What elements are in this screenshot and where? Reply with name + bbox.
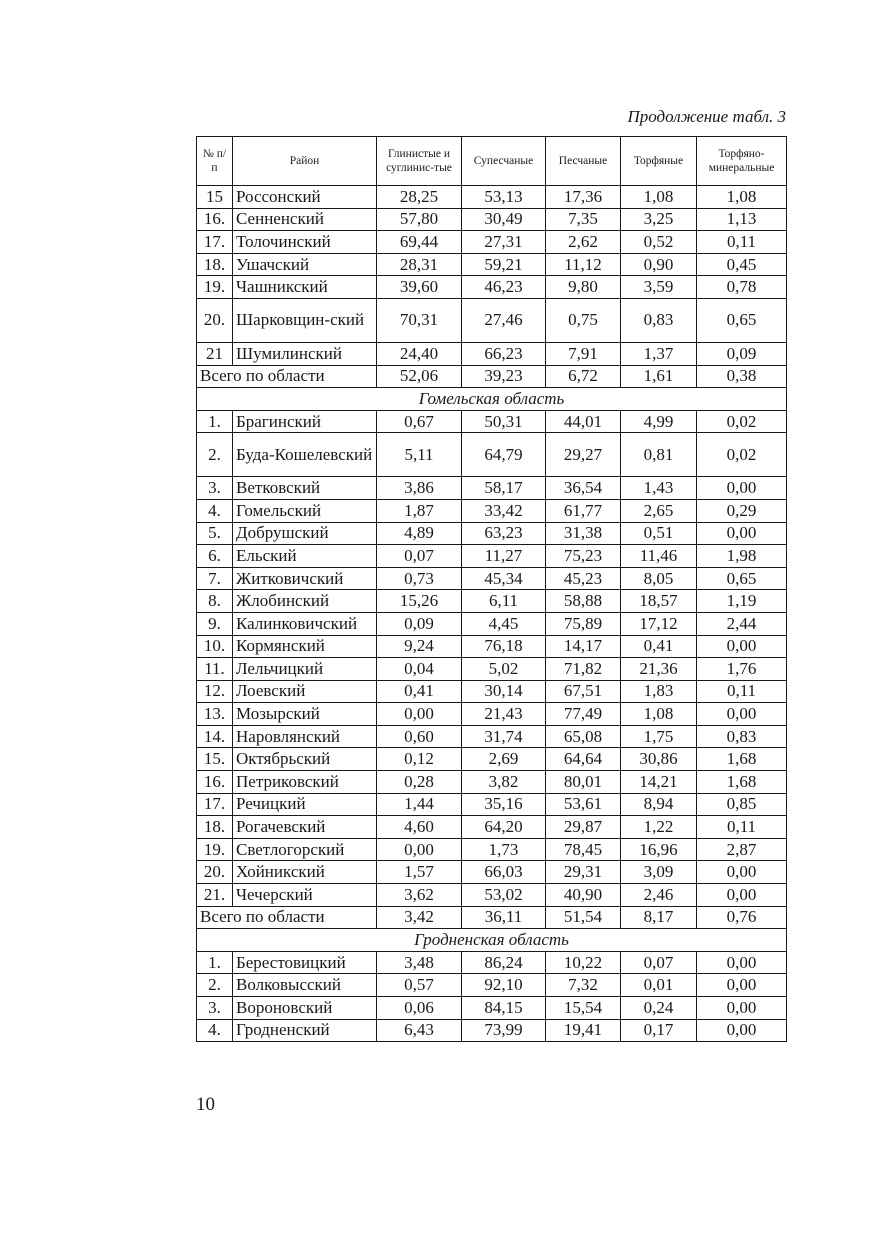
value-peat-mineral: 0,00 bbox=[697, 884, 787, 907]
table-row bbox=[197, 997, 787, 1020]
value-clay: 70,31 bbox=[377, 298, 462, 342]
value-sandy-loam: 84,15 bbox=[462, 997, 546, 1020]
table-row bbox=[197, 567, 787, 590]
district-name: Ельский bbox=[233, 545, 377, 568]
value-peat: 21,36 bbox=[621, 658, 697, 681]
value-sandy: 29,31 bbox=[546, 861, 621, 884]
district-name: Добрушский bbox=[233, 522, 377, 545]
district-name: Гродненский bbox=[233, 1019, 377, 1042]
value-sandy: 36,54 bbox=[546, 477, 621, 500]
table-row bbox=[197, 861, 787, 884]
value-sandy-loam: 1,73 bbox=[462, 838, 546, 861]
row-number: 15. bbox=[197, 748, 233, 771]
value-clay: 28,25 bbox=[377, 186, 462, 209]
value-peat-mineral: 0,00 bbox=[697, 1019, 787, 1042]
value-peat: 0,83 bbox=[621, 298, 697, 342]
row-number: 16. bbox=[197, 208, 233, 231]
value-sandy: 67,51 bbox=[546, 680, 621, 703]
value-sandy: 44,01 bbox=[546, 410, 621, 433]
value-peat: 8,94 bbox=[621, 793, 697, 816]
table-row bbox=[197, 276, 787, 299]
value-clay: 0,67 bbox=[377, 410, 462, 433]
value-clay: 39,60 bbox=[377, 276, 462, 299]
row-number: 2. bbox=[197, 433, 233, 477]
value-peat: 0,17 bbox=[621, 1019, 697, 1042]
row-number: 14. bbox=[197, 725, 233, 748]
district-name: Чашникский bbox=[233, 276, 377, 299]
value-sandy: 0,75 bbox=[546, 298, 621, 342]
value-sandy: 17,36 bbox=[546, 186, 621, 209]
value-sandy: 14,17 bbox=[546, 635, 621, 658]
value-peat: 0,01 bbox=[621, 974, 697, 997]
col-header-peat-mineral: Торфяно-минеральные bbox=[697, 137, 787, 186]
total-clay: 52,06 bbox=[377, 365, 462, 388]
total-sandy: 6,72 bbox=[546, 365, 621, 388]
row-number: 3. bbox=[197, 997, 233, 1020]
table-row bbox=[197, 793, 787, 816]
value-peat: 3,09 bbox=[621, 861, 697, 884]
value-sandy-loam: 45,34 bbox=[462, 567, 546, 590]
value-clay: 0,12 bbox=[377, 748, 462, 771]
value-peat: 18,57 bbox=[621, 590, 697, 613]
value-peat: 1,37 bbox=[621, 342, 697, 365]
district-name: Калинковичский bbox=[233, 612, 377, 635]
value-sandy: 80,01 bbox=[546, 771, 621, 794]
value-peat: 3,59 bbox=[621, 276, 697, 299]
value-clay: 6,43 bbox=[377, 1019, 462, 1042]
table-row bbox=[197, 545, 787, 568]
value-clay: 0,00 bbox=[377, 703, 462, 726]
value-peat-mineral: 0,00 bbox=[697, 635, 787, 658]
total-peat-mineral: 0,38 bbox=[697, 365, 787, 388]
header-row bbox=[197, 137, 787, 186]
table-row bbox=[197, 410, 787, 433]
table-row bbox=[197, 298, 787, 342]
row-number: 21 bbox=[197, 342, 233, 365]
row-number: 9. bbox=[197, 612, 233, 635]
total-peat-mineral: 0,76 bbox=[697, 906, 787, 929]
row-number: 11. bbox=[197, 658, 233, 681]
value-sandy-loam: 46,23 bbox=[462, 276, 546, 299]
value-sandy-loam: 66,03 bbox=[462, 861, 546, 884]
value-sandy: 64,64 bbox=[546, 748, 621, 771]
value-peat-mineral: 2,44 bbox=[697, 612, 787, 635]
value-peat: 0,90 bbox=[621, 253, 697, 276]
value-sandy: 31,38 bbox=[546, 522, 621, 545]
district-name: Вороновский bbox=[233, 997, 377, 1020]
value-clay: 24,40 bbox=[377, 342, 462, 365]
value-peat-mineral: 0,11 bbox=[697, 231, 787, 254]
value-peat-mineral: 1,98 bbox=[697, 545, 787, 568]
table-row bbox=[197, 884, 787, 907]
value-clay: 1,57 bbox=[377, 861, 462, 884]
district-name: Чечерский bbox=[233, 884, 377, 907]
district-name: Толочинский bbox=[233, 231, 377, 254]
page-number: 10 bbox=[196, 1094, 215, 1115]
table-row bbox=[197, 522, 787, 545]
table-row bbox=[197, 771, 787, 794]
table-row bbox=[197, 186, 787, 209]
value-clay: 9,24 bbox=[377, 635, 462, 658]
section-row bbox=[197, 388, 787, 411]
soil-table bbox=[196, 136, 787, 1042]
value-peat-mineral: 0,65 bbox=[697, 567, 787, 590]
table-row bbox=[197, 658, 787, 681]
value-sandy: 7,35 bbox=[546, 208, 621, 231]
value-peat: 16,96 bbox=[621, 838, 697, 861]
value-sandy: 77,49 bbox=[546, 703, 621, 726]
row-number: 4. bbox=[197, 1019, 233, 1042]
row-number: 4. bbox=[197, 499, 233, 522]
value-sandy: 7,32 bbox=[546, 974, 621, 997]
table-row bbox=[197, 477, 787, 500]
col-header-sandy: Песчаные bbox=[546, 137, 621, 186]
total-row bbox=[197, 906, 787, 929]
value-sandy-loam: 27,31 bbox=[462, 231, 546, 254]
value-clay: 4,60 bbox=[377, 816, 462, 839]
value-sandy: 78,45 bbox=[546, 838, 621, 861]
value-clay: 1,87 bbox=[377, 499, 462, 522]
value-clay: 0,41 bbox=[377, 680, 462, 703]
district-name: Россонский bbox=[233, 186, 377, 209]
row-number: 19. bbox=[197, 276, 233, 299]
value-sandy: 19,41 bbox=[546, 1019, 621, 1042]
value-clay: 0,07 bbox=[377, 545, 462, 568]
value-peat-mineral: 0,00 bbox=[697, 974, 787, 997]
district-name: Наровлянский bbox=[233, 725, 377, 748]
value-sandy-loam: 3,82 bbox=[462, 771, 546, 794]
row-number: 13. bbox=[197, 703, 233, 726]
district-name: Лельчицкий bbox=[233, 658, 377, 681]
value-clay: 0,06 bbox=[377, 997, 462, 1020]
table-row bbox=[197, 816, 787, 839]
value-peat-mineral: 0,00 bbox=[697, 522, 787, 545]
district-name: Жлобинский bbox=[233, 590, 377, 613]
col-header-num: № п/п bbox=[197, 137, 233, 186]
region-title: Гродненская область bbox=[197, 929, 787, 952]
district-name: Берестовицкий bbox=[233, 951, 377, 974]
total-clay: 3,42 bbox=[377, 906, 462, 929]
value-peat: 11,46 bbox=[621, 545, 697, 568]
value-clay: 0,57 bbox=[377, 974, 462, 997]
value-clay: 0,09 bbox=[377, 612, 462, 635]
value-sandy-loam: 58,17 bbox=[462, 477, 546, 500]
value-peat-mineral: 1,13 bbox=[697, 208, 787, 231]
value-peat: 1,08 bbox=[621, 186, 697, 209]
value-sandy-loam: 35,16 bbox=[462, 793, 546, 816]
district-name: Лоевский bbox=[233, 680, 377, 703]
value-sandy-loam: 63,23 bbox=[462, 522, 546, 545]
value-sandy: 11,12 bbox=[546, 253, 621, 276]
value-peat: 0,51 bbox=[621, 522, 697, 545]
value-peat-mineral: 0,11 bbox=[697, 680, 787, 703]
table-row bbox=[197, 590, 787, 613]
table-row bbox=[197, 208, 787, 231]
value-sandy-loam: 4,45 bbox=[462, 612, 546, 635]
district-name: Волковысский bbox=[233, 974, 377, 997]
value-peat: 1,08 bbox=[621, 703, 697, 726]
district-name: Гомельский bbox=[233, 499, 377, 522]
value-sandy-loam: 11,27 bbox=[462, 545, 546, 568]
total-row bbox=[197, 365, 787, 388]
value-clay: 0,60 bbox=[377, 725, 462, 748]
value-peat: 0,07 bbox=[621, 951, 697, 974]
value-sandy-loam: 21,43 bbox=[462, 703, 546, 726]
value-peat-mineral: 0,09 bbox=[697, 342, 787, 365]
value-clay: 28,31 bbox=[377, 253, 462, 276]
value-peat: 0,81 bbox=[621, 433, 697, 477]
table-caption: Продолжение табл. 3 bbox=[627, 107, 786, 126]
value-peat: 4,99 bbox=[621, 410, 697, 433]
row-number: 19. bbox=[197, 838, 233, 861]
row-number: 7. bbox=[197, 567, 233, 590]
district-name: Сенненский bbox=[233, 208, 377, 231]
district-name: Ветковский bbox=[233, 477, 377, 500]
value-peat-mineral: 0,02 bbox=[697, 433, 787, 477]
row-number: 1. bbox=[197, 951, 233, 974]
row-number: 17. bbox=[197, 793, 233, 816]
row-number: 8. bbox=[197, 590, 233, 613]
value-sandy: 45,23 bbox=[546, 567, 621, 590]
value-clay: 3,62 bbox=[377, 884, 462, 907]
value-peat-mineral: 1,76 bbox=[697, 658, 787, 681]
value-peat-mineral: 1,68 bbox=[697, 771, 787, 794]
value-peat: 2,65 bbox=[621, 499, 697, 522]
value-peat-mineral: 0,85 bbox=[697, 793, 787, 816]
value-peat: 0,52 bbox=[621, 231, 697, 254]
row-number: 12. bbox=[197, 680, 233, 703]
col-header-district: Район bbox=[233, 137, 377, 186]
value-sandy-loam: 73,99 bbox=[462, 1019, 546, 1042]
value-peat: 1,43 bbox=[621, 477, 697, 500]
table-row bbox=[197, 703, 787, 726]
value-peat: 30,86 bbox=[621, 748, 697, 771]
value-clay: 1,44 bbox=[377, 793, 462, 816]
col-header-clay: Глинистые и суглинис-тые bbox=[377, 137, 462, 186]
district-name: Мозырский bbox=[233, 703, 377, 726]
value-peat-mineral: 0,65 bbox=[697, 298, 787, 342]
value-peat-mineral: 0,11 bbox=[697, 816, 787, 839]
value-peat: 1,83 bbox=[621, 680, 697, 703]
value-peat-mineral: 0,83 bbox=[697, 725, 787, 748]
value-peat-mineral: 0,00 bbox=[697, 861, 787, 884]
district-name: Буда-Кошелевский bbox=[233, 433, 377, 477]
table-row bbox=[197, 974, 787, 997]
district-name: Ушачский bbox=[233, 253, 377, 276]
total-peat: 8,17 bbox=[621, 906, 697, 929]
table-row bbox=[197, 635, 787, 658]
value-sandy: 53,61 bbox=[546, 793, 621, 816]
value-peat: 2,46 bbox=[621, 884, 697, 907]
table-row bbox=[197, 748, 787, 771]
value-sandy: 7,91 bbox=[546, 342, 621, 365]
value-peat-mineral: 0,00 bbox=[697, 951, 787, 974]
value-sandy: 58,88 bbox=[546, 590, 621, 613]
value-sandy: 75,23 bbox=[546, 545, 621, 568]
district-name: Шумилинский bbox=[233, 342, 377, 365]
value-peat-mineral: 0,78 bbox=[697, 276, 787, 299]
value-peat-mineral: 2,87 bbox=[697, 838, 787, 861]
district-name: Речицкий bbox=[233, 793, 377, 816]
total-label: Всего по области bbox=[197, 906, 377, 929]
value-clay: 0,73 bbox=[377, 567, 462, 590]
row-number: 3. bbox=[197, 477, 233, 500]
value-sandy-loam: 31,74 bbox=[462, 725, 546, 748]
section-row bbox=[197, 929, 787, 952]
value-sandy-loam: 33,42 bbox=[462, 499, 546, 522]
value-sandy: 71,82 bbox=[546, 658, 621, 681]
row-number: 16. bbox=[197, 771, 233, 794]
table-row bbox=[197, 231, 787, 254]
value-peat-mineral: 0,00 bbox=[697, 997, 787, 1020]
value-peat: 8,05 bbox=[621, 567, 697, 590]
district-name: Шарковщин-ский bbox=[233, 298, 377, 342]
value-clay: 69,44 bbox=[377, 231, 462, 254]
value-sandy-loam: 59,21 bbox=[462, 253, 546, 276]
value-peat: 1,75 bbox=[621, 725, 697, 748]
district-name: Светлогорский bbox=[233, 838, 377, 861]
district-name: Хойникский bbox=[233, 861, 377, 884]
value-peat-mineral: 1,08 bbox=[697, 186, 787, 209]
table-row bbox=[197, 680, 787, 703]
value-sandy: 10,22 bbox=[546, 951, 621, 974]
value-peat-mineral: 0,29 bbox=[697, 499, 787, 522]
value-peat-mineral: 0,00 bbox=[697, 477, 787, 500]
table-row bbox=[197, 342, 787, 365]
value-sandy-loam: 66,23 bbox=[462, 342, 546, 365]
value-sandy-loam: 2,69 bbox=[462, 748, 546, 771]
value-clay: 57,80 bbox=[377, 208, 462, 231]
total-sandy-loam: 39,23 bbox=[462, 365, 546, 388]
value-peat: 14,21 bbox=[621, 771, 697, 794]
table-row bbox=[197, 499, 787, 522]
table-row bbox=[197, 253, 787, 276]
district-name: Брагинский bbox=[233, 410, 377, 433]
value-peat: 0,24 bbox=[621, 997, 697, 1020]
row-number: 20. bbox=[197, 861, 233, 884]
district-name: Петриковский bbox=[233, 771, 377, 794]
row-number: 21. bbox=[197, 884, 233, 907]
value-peat: 17,12 bbox=[621, 612, 697, 635]
value-sandy: 61,77 bbox=[546, 499, 621, 522]
col-header-peat: Торфяные bbox=[621, 137, 697, 186]
value-sandy: 2,62 bbox=[546, 231, 621, 254]
district-name: Житковичский bbox=[233, 567, 377, 590]
total-sandy-loam: 36,11 bbox=[462, 906, 546, 929]
value-sandy-loam: 27,46 bbox=[462, 298, 546, 342]
district-name: Октябрьский bbox=[233, 748, 377, 771]
district-name: Кормянский bbox=[233, 635, 377, 658]
value-peat: 0,41 bbox=[621, 635, 697, 658]
value-sandy: 9,80 bbox=[546, 276, 621, 299]
value-peat-mineral: 1,68 bbox=[697, 748, 787, 771]
row-number: 10. bbox=[197, 635, 233, 658]
region-title: Гомельская область bbox=[197, 388, 787, 411]
total-label: Всего по области bbox=[197, 365, 377, 388]
table-row bbox=[197, 612, 787, 635]
row-number: 15 bbox=[197, 186, 233, 209]
total-sandy: 51,54 bbox=[546, 906, 621, 929]
row-number: 18. bbox=[197, 816, 233, 839]
value-peat: 3,25 bbox=[621, 208, 697, 231]
row-number: 5. bbox=[197, 522, 233, 545]
value-sandy-loam: 5,02 bbox=[462, 658, 546, 681]
value-sandy: 29,27 bbox=[546, 433, 621, 477]
value-clay: 3,86 bbox=[377, 477, 462, 500]
value-sandy-loam: 64,79 bbox=[462, 433, 546, 477]
value-clay: 5,11 bbox=[377, 433, 462, 477]
table-row bbox=[197, 838, 787, 861]
value-sandy-loam: 86,24 bbox=[462, 951, 546, 974]
table-row bbox=[197, 951, 787, 974]
col-header-sandy-loam: Супесчаные bbox=[462, 137, 546, 186]
value-peat: 1,22 bbox=[621, 816, 697, 839]
value-sandy-loam: 30,49 bbox=[462, 208, 546, 231]
value-sandy: 75,89 bbox=[546, 612, 621, 635]
value-peat-mineral: 1,19 bbox=[697, 590, 787, 613]
row-number: 2. bbox=[197, 974, 233, 997]
value-sandy-loam: 92,10 bbox=[462, 974, 546, 997]
table-row bbox=[197, 433, 787, 477]
value-sandy: 29,87 bbox=[546, 816, 621, 839]
value-sandy-loam: 53,02 bbox=[462, 884, 546, 907]
value-clay: 3,48 bbox=[377, 951, 462, 974]
row-number: 17. bbox=[197, 231, 233, 254]
value-sandy: 15,54 bbox=[546, 997, 621, 1020]
value-peat-mineral: 0,00 bbox=[697, 703, 787, 726]
value-sandy-loam: 53,13 bbox=[462, 186, 546, 209]
value-peat-mineral: 0,45 bbox=[697, 253, 787, 276]
value-sandy-loam: 64,20 bbox=[462, 816, 546, 839]
value-sandy-loam: 6,11 bbox=[462, 590, 546, 613]
value-peat-mineral: 0,02 bbox=[697, 410, 787, 433]
row-number: 18. bbox=[197, 253, 233, 276]
value-clay: 0,00 bbox=[377, 838, 462, 861]
table-row bbox=[197, 1019, 787, 1042]
row-number: 1. bbox=[197, 410, 233, 433]
value-clay: 0,04 bbox=[377, 658, 462, 681]
row-number: 6. bbox=[197, 545, 233, 568]
value-clay: 4,89 bbox=[377, 522, 462, 545]
row-number: 20. bbox=[197, 298, 233, 342]
value-sandy-loam: 76,18 bbox=[462, 635, 546, 658]
value-clay: 15,26 bbox=[377, 590, 462, 613]
value-clay: 0,28 bbox=[377, 771, 462, 794]
total-peat: 1,61 bbox=[621, 365, 697, 388]
district-name: Рогачевский bbox=[233, 816, 377, 839]
value-sandy-loam: 50,31 bbox=[462, 410, 546, 433]
value-sandy-loam: 30,14 bbox=[462, 680, 546, 703]
value-sandy: 65,08 bbox=[546, 725, 621, 748]
value-sandy: 40,90 bbox=[546, 884, 621, 907]
table-row bbox=[197, 725, 787, 748]
